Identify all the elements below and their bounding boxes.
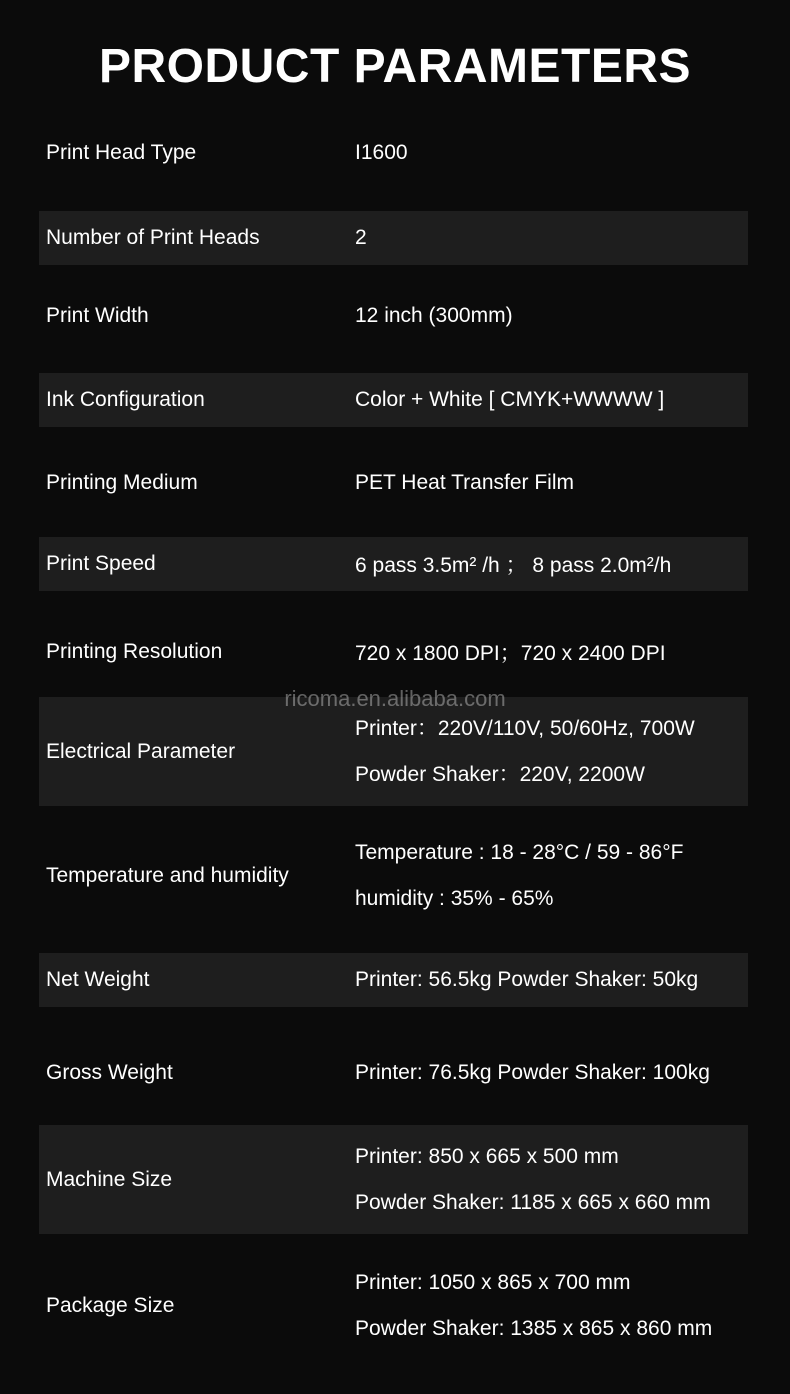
param-label: Gross Weight — [46, 1061, 173, 1084]
param-label: Temperature and humidity — [46, 864, 289, 887]
param-value: Powder Shaker：220V, 2200W — [355, 762, 645, 786]
param-row-gross-weight — [39, 1046, 748, 1100]
page-title: PRODUCT PARAMETERS — [98, 40, 692, 93]
param-row-temperature-humidity — [39, 826, 748, 926]
param-row-print-head-type — [39, 126, 748, 180]
param-label: Package Size — [46, 1294, 175, 1317]
param-value: Printer: 1050 x 865 x 700 mm — [355, 1271, 631, 1294]
param-value: PET Heat Transfer Film — [355, 471, 575, 494]
param-row-package-size — [39, 1255, 748, 1357]
param-row-number-of-print-heads — [39, 211, 748, 265]
param-label: Machine Size — [46, 1167, 173, 1191]
param-value: 720 x 1800 DPI；720 x 2400 DPI — [355, 642, 666, 665]
param-value: 2 — [355, 226, 367, 249]
param-label: Number of Print Heads — [46, 226, 260, 249]
param-label: Print Speed — [46, 552, 156, 575]
watermark-text: ricoma.en.alibaba.com — [284, 686, 506, 711]
param-value: Printer: 850 x 665 x 500 mm — [355, 1144, 619, 1168]
param-label: Net Weight — [46, 968, 150, 991]
param-row-machine-size — [39, 1125, 748, 1234]
param-value: 12 inch (300mm) — [355, 304, 513, 327]
param-row-ink-configuration — [39, 373, 748, 427]
param-label: Print Head Type — [46, 141, 197, 164]
param-row-printing-resolution — [39, 625, 748, 679]
param-value: Powder Shaker: 1185 x 665 x 660 mm — [355, 1190, 711, 1214]
param-label: Printing Resolution — [46, 640, 223, 663]
param-label: Ink Configuration — [46, 388, 205, 411]
param-value-group — [355, 842, 683, 910]
param-row-printing-medium — [39, 456, 748, 510]
param-value: humidity : 35% - 65% — [355, 887, 554, 910]
param-value-group — [355, 718, 695, 786]
param-row-net-weight — [39, 953, 748, 1007]
param-row-electrical-parameter — [39, 697, 748, 806]
param-value-group — [355, 1272, 712, 1340]
param-row-print-speed — [39, 537, 748, 591]
param-row-print-width — [39, 289, 748, 343]
param-value: Color + White [ CMYK+WWWW ] — [355, 388, 665, 411]
param-value: Printer: 76.5kg Powder Shaker: 100kg — [355, 1061, 710, 1084]
param-label: Electrical Parameter — [46, 739, 236, 763]
param-value: I1600 — [355, 141, 408, 164]
param-label: Print Width — [46, 304, 149, 327]
param-value: Printer: 56.5kg Powder Shaker: 50kg — [355, 968, 699, 991]
param-value-group — [355, 1146, 711, 1214]
param-value: 6 pass 3.5m² /h ； 8 pass 2.0m²/h — [355, 554, 672, 577]
param-value: Printer：220V/110V, 50/60Hz, 700W — [355, 716, 695, 740]
param-value: Temperature : 18 - 28°C / 59 - 86°F — [355, 841, 684, 864]
param-label: Printing Medium — [46, 471, 198, 494]
param-value: Powder Shaker: 1385 x 865 x 860 mm — [355, 1317, 713, 1340]
